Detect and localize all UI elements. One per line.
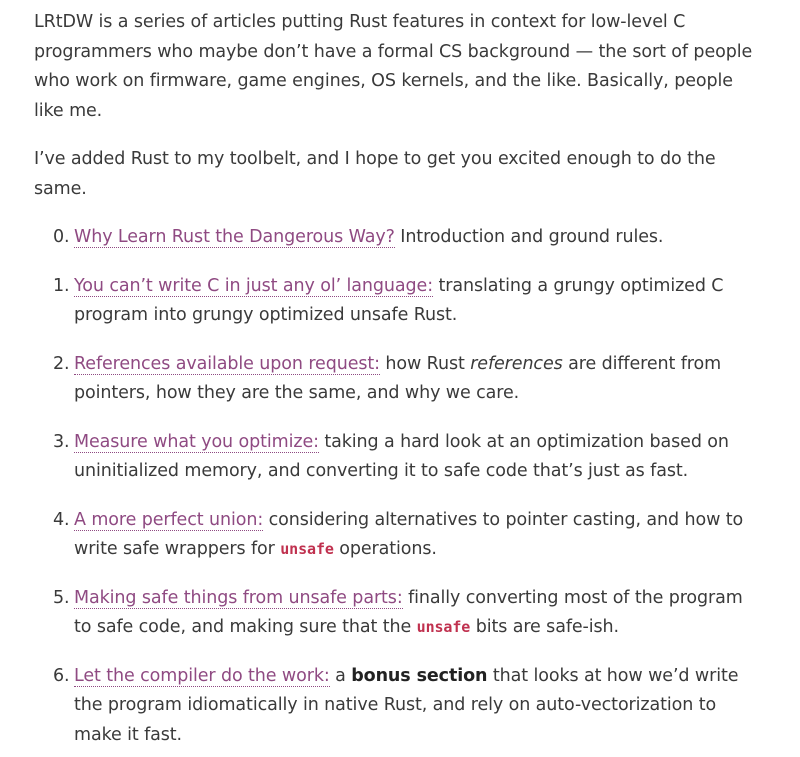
toc-item-4 <box>34 506 760 565</box>
toc-item-0 <box>34 223 760 253</box>
toc-number: 2. <box>53 353 70 374</box>
toc-desc: are different from pointers, how they are the same, and why we care. <box>74 353 722 403</box>
toc-link-2[interactable]: References available upon request: <box>74 353 380 374</box>
toc-link-3[interactable]: Measure what you optimize: <box>74 431 319 452</box>
toc-link-6[interactable]: Let the compiler do the work: <box>74 665 330 686</box>
unsafe-keyword: unsafe <box>416 618 471 636</box>
toc-desc: Introduction and ground rules. <box>394 227 664 247</box>
toc-number: 4. <box>53 509 70 530</box>
toc-item-3 <box>34 428 760 487</box>
toc-desc: considering alternatives to pointer casting, and how to write safe wrappers for <box>74 509 744 559</box>
bonus-label: bonus section <box>351 665 488 686</box>
toc-desc: translating a grungy optimized C program into grungy optimized unsafe Rust. <box>74 275 724 325</box>
toc-desc: finally converting most of the program to safe code, and making sure that the <box>74 587 743 637</box>
intro-paragraph-1: LRtDW is a series of articles putting Rust features in context for low-level C programmers who maybe don’t have a formal CS background — the sort of people who work on firmware, game engines, OS kernels, and the like. Basically, people like me. <box>34 12 753 121</box>
toc-link-5[interactable]: Making safe things from unsafe parts: <box>74 587 403 608</box>
toc-desc: taking a hard look at an optimization based on uninitialized memory, and converting it to safe code that’s just as fast. <box>74 431 729 481</box>
series-toc <box>34 223 760 750</box>
toc-number: 6. <box>53 665 70 686</box>
toc-item-1 <box>34 272 760 331</box>
toc-desc: bits are safe-ish. <box>470 617 619 637</box>
toc-desc: how Rust <box>379 353 471 374</box>
toc-number: 5. <box>53 587 70 608</box>
toc-link-0[interactable]: Why Learn Rust the Dangerous Way? <box>74 227 395 247</box>
intro-paragraph-2: I’ve added Rust to my toolbelt, and I hope to get you excited enough to do the same. <box>34 149 716 199</box>
toc-item-5 <box>34 584 760 643</box>
toc-item-6 <box>34 662 760 751</box>
toc-link-1[interactable]: You can’t write C in just any ol’ language: <box>74 275 434 296</box>
unsafe-keyword: unsafe <box>280 540 334 558</box>
toc-desc: that looks at how we’d write the program idiomatically in native Rust, and rely on auto-vectorization to make it fast. <box>74 665 739 745</box>
toc-desc: a <box>329 665 352 686</box>
toc-emphasis: references <box>470 353 563 374</box>
toc-number: 0. <box>53 227 70 247</box>
toc-item-2 <box>34 350 760 409</box>
toc-number: 1. <box>53 275 70 296</box>
toc-number: 3. <box>53 431 70 452</box>
toc-desc: operations. <box>333 539 437 559</box>
toc-link-4[interactable]: A more perfect union: <box>74 509 264 530</box>
